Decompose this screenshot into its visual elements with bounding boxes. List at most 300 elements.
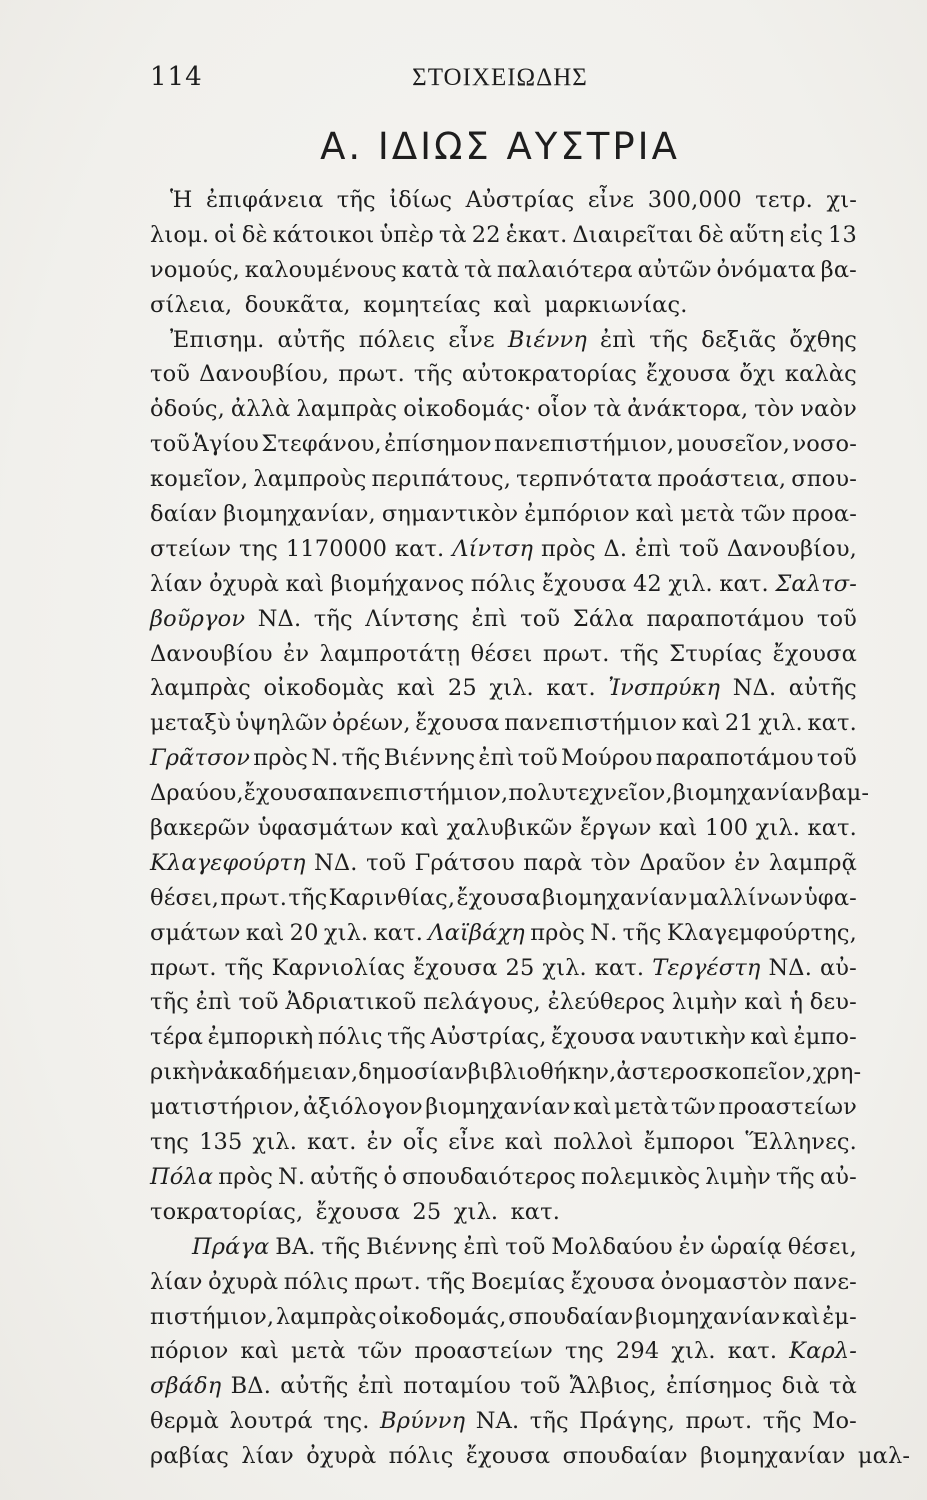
word: δευ- xyxy=(809,989,857,1016)
word: παρὰ xyxy=(523,849,583,876)
word: καὶ xyxy=(750,1024,790,1051)
word: ἐν xyxy=(366,1129,393,1156)
word: μουσεῖον, xyxy=(676,431,791,458)
word: καὶ xyxy=(658,815,698,842)
word: ναὸν xyxy=(800,396,857,423)
word: βιομηχανίαν xyxy=(672,780,819,807)
text-line xyxy=(150,1265,857,1300)
word: τῆς xyxy=(529,1408,569,1435)
word: Τεργέστη xyxy=(652,954,761,981)
text-line xyxy=(150,1020,857,1055)
word: Αὐστρίας xyxy=(465,187,575,213)
word: Λαϊβάχη xyxy=(428,919,525,946)
word: 135 xyxy=(199,1129,243,1156)
word: ἐπὶ xyxy=(635,535,672,562)
word: οἰκοδομάς, xyxy=(378,1303,507,1330)
text-line xyxy=(150,1160,857,1195)
word: καὶ xyxy=(504,1129,544,1156)
word: 300,000 xyxy=(647,187,742,213)
word: ὑφα- xyxy=(804,884,857,911)
word: Μο- xyxy=(812,1408,857,1435)
word: ἐπὶ xyxy=(478,745,515,772)
word: χι- xyxy=(826,187,857,213)
word: ἔχουσα xyxy=(542,570,627,597)
word: ὁ xyxy=(383,1163,398,1190)
word: κατ. xyxy=(727,1338,778,1365)
word: ὑψηλῶν xyxy=(235,710,328,737)
word: λίαν xyxy=(150,1268,203,1295)
word: χιλ. xyxy=(671,1338,716,1365)
word: ἐπὶ xyxy=(471,605,508,632)
word: Βρύννη xyxy=(380,1408,466,1435)
word: τέρα xyxy=(150,1024,204,1051)
word: θέσει, xyxy=(787,1233,857,1260)
word: καὶ xyxy=(782,1303,821,1330)
word: κατ. xyxy=(807,815,857,842)
word: λαμπρὰς xyxy=(296,396,398,423)
word: καὶ xyxy=(245,919,285,946)
word: πρὸς xyxy=(540,535,596,562)
word: σπου- xyxy=(791,466,857,493)
word: πρωτ. xyxy=(354,1268,421,1295)
text-line xyxy=(150,1090,857,1125)
word: βιομηχανίαν xyxy=(700,1443,846,1470)
word: εἶνε xyxy=(587,187,635,213)
word: ὀχυρὰ xyxy=(208,1268,279,1295)
word: τοῦ xyxy=(366,849,407,876)
word: εἶνε xyxy=(448,326,495,353)
word: ματιστήριον, xyxy=(150,1094,301,1121)
text-line xyxy=(150,881,857,916)
word: 22 xyxy=(471,221,501,248)
word: Ἄλβιος, xyxy=(569,1373,657,1400)
word: πρὸς xyxy=(218,1163,274,1190)
word: τὸν xyxy=(590,849,631,876)
word: 25 xyxy=(505,954,535,981)
text-line xyxy=(150,1404,857,1439)
word: ἔχουσα xyxy=(315,1198,401,1225)
word: ἰδίως xyxy=(389,187,453,213)
word: τῆς xyxy=(622,919,662,946)
word: 100 xyxy=(704,815,749,842)
word: κάτοικοι xyxy=(272,221,375,248)
word: πόλις xyxy=(388,1443,454,1470)
word: αὐ- xyxy=(819,954,857,981)
word: ἐν xyxy=(734,849,761,876)
word: 1170000 xyxy=(285,535,388,562)
word: τῶν xyxy=(671,1094,716,1121)
word: τοκρατορίας, xyxy=(150,1198,304,1225)
word: λίαν xyxy=(150,570,203,597)
word: τῆς xyxy=(426,1268,466,1295)
word: τοῦ xyxy=(517,745,558,772)
word: μαλ- xyxy=(857,1443,911,1470)
word: Δραύου, xyxy=(150,780,244,807)
word: κατ. xyxy=(594,954,645,981)
word: πόριον xyxy=(150,1338,229,1365)
word: ἔργων xyxy=(580,815,652,842)
text-line xyxy=(150,183,857,218)
word: 13 xyxy=(828,221,857,248)
word: Καρινθίας, xyxy=(328,884,456,911)
word: προάστεια, xyxy=(657,466,787,493)
word: ἔχουσα xyxy=(551,1024,636,1051)
word: ἑκατ. xyxy=(505,221,568,248)
word: τῆς xyxy=(224,954,264,981)
word: κατ. xyxy=(546,675,596,702)
word: μαλλίνων xyxy=(688,884,803,911)
word: κατ. xyxy=(394,535,445,562)
text-line xyxy=(150,811,857,846)
word: χιλ. xyxy=(755,815,801,842)
word: ἐπὶ xyxy=(195,989,232,1016)
word: Ἐπισημ. xyxy=(170,326,265,353)
word: Πόλα xyxy=(150,1163,214,1190)
word: ἀστεροσκοπεῖον, xyxy=(616,1059,813,1086)
word: μετὰ xyxy=(680,501,735,528)
word: ὄχθης xyxy=(789,326,857,353)
word: τετρ. xyxy=(755,187,813,213)
page-number: 114 xyxy=(150,62,203,92)
text-line xyxy=(150,427,857,462)
word: 21 xyxy=(724,710,754,737)
word: Μολδαύου xyxy=(551,1233,673,1260)
word: τῆς xyxy=(387,1024,427,1051)
word: Κλαγεφούρτη xyxy=(150,849,306,876)
word: ποταμίου xyxy=(403,1373,512,1400)
word: αὐτῶν xyxy=(637,256,712,283)
text-line xyxy=(150,1300,857,1335)
word: τῆς xyxy=(288,884,328,911)
word: τῆς xyxy=(321,1233,361,1260)
text-line xyxy=(150,392,857,427)
word: πόλεις xyxy=(358,326,436,353)
word: λιμὴν xyxy=(671,989,738,1016)
word: αὐτῆς xyxy=(310,1163,379,1190)
word: ἐπίσημος xyxy=(665,1373,773,1400)
word: μεταξὺ xyxy=(150,710,231,737)
word: ἐπιφάνεια xyxy=(205,187,324,213)
word: βιομηχανίαν xyxy=(425,1094,571,1121)
word: ὑπὲρ xyxy=(379,221,434,248)
text-line xyxy=(150,1195,857,1230)
word: 42 xyxy=(632,570,662,597)
word: θερμὰ xyxy=(150,1408,219,1435)
word: ὄχι xyxy=(739,361,776,388)
word: βακερῶν xyxy=(150,815,251,842)
word: χιλ. xyxy=(489,675,534,702)
word: Στυρίας xyxy=(669,640,763,667)
word: ὀχυρὰ xyxy=(306,1443,377,1470)
text-line xyxy=(150,497,857,532)
word: ΝΔ. xyxy=(768,954,812,981)
word: ἔχουσα xyxy=(243,780,329,807)
word: ΝΔ. xyxy=(257,605,302,632)
word: Ν. xyxy=(278,1163,306,1190)
word: ἐμ- xyxy=(822,1303,857,1330)
word: Ν. xyxy=(590,919,618,946)
word: καὶ xyxy=(285,570,325,597)
word: τερπνότατα xyxy=(516,466,653,493)
word: λιομ. xyxy=(150,221,210,248)
word: τοῦ xyxy=(520,605,561,632)
text-line xyxy=(150,1055,862,1090)
word: καὶ xyxy=(240,1338,280,1365)
word: ἀλλὰ xyxy=(230,396,291,423)
word: αὐτοκρατορίας xyxy=(461,361,638,388)
word: πρωτ. xyxy=(338,361,405,388)
word: ΝΑ. xyxy=(475,1408,520,1435)
word: Ἡ xyxy=(170,187,193,213)
word: Δανουβίου, xyxy=(726,535,857,562)
word: Πράγης, xyxy=(579,1408,676,1435)
word: τῆς xyxy=(341,745,381,772)
word: προαστείων xyxy=(718,1094,857,1121)
word: Δραῦον xyxy=(639,849,726,876)
text-line xyxy=(150,1439,911,1474)
word: καὶ xyxy=(635,501,675,528)
word: 25 xyxy=(447,675,477,702)
section-heading: Α. ΙΔΙΩΣ ΑΥΣΤΡΙΑ xyxy=(320,125,680,168)
word: τοῦ xyxy=(150,431,191,458)
word: τῆς xyxy=(413,361,453,388)
word: ὀχυρὰ xyxy=(209,570,280,597)
word: τοῦ xyxy=(505,1233,546,1260)
word: οἷον xyxy=(537,396,588,423)
text-line xyxy=(150,218,857,253)
word: ἐμπόριον xyxy=(524,501,630,528)
text-line xyxy=(150,357,857,392)
text-line xyxy=(150,916,857,951)
word: πόλις xyxy=(470,570,536,597)
word: κατ. xyxy=(510,1198,561,1225)
word: λιμὴν xyxy=(705,1163,771,1190)
word: πιστήμιον, xyxy=(150,1303,275,1330)
word: πόλις xyxy=(283,1268,349,1295)
word: Ἁγίου xyxy=(192,431,260,458)
text-line xyxy=(150,1230,857,1265)
word: χιλ. xyxy=(453,1198,499,1225)
word: τῆς xyxy=(762,1408,802,1435)
word: αὐ- xyxy=(819,1163,857,1190)
word: ὡραίᾳ xyxy=(710,1233,783,1260)
word: ἐν xyxy=(283,640,310,667)
word: σπουδαίαν xyxy=(562,1443,688,1470)
word: χιλ. xyxy=(668,570,713,597)
word: ὀνομαστὸν xyxy=(660,1268,788,1295)
word: κατ. xyxy=(719,570,769,597)
word: προαστείων xyxy=(414,1338,553,1365)
word: θέσει xyxy=(470,640,533,667)
word: λουτρά xyxy=(229,1408,313,1435)
word: ἐπὶ xyxy=(357,1373,394,1400)
word: λαμπρᾷ xyxy=(768,849,857,876)
word: πρωτ. xyxy=(685,1408,753,1435)
word: χρη- xyxy=(812,1059,862,1086)
text-line xyxy=(150,706,857,741)
word: στείων xyxy=(150,535,232,562)
word: βιομηχανίαν xyxy=(542,884,688,911)
word: καὶ xyxy=(744,989,783,1016)
word: εἰς xyxy=(789,221,824,248)
word: χιλ. xyxy=(542,954,587,981)
word: ἡ xyxy=(789,989,804,1016)
word: μετὰ xyxy=(614,1094,669,1121)
word: θέσει, xyxy=(150,884,220,911)
word: μαρκιωνίας. xyxy=(544,291,688,318)
word: Ἰνσπρύκη xyxy=(608,675,721,702)
text-line xyxy=(150,602,857,637)
word: Ν. xyxy=(311,745,339,772)
text-line xyxy=(150,532,857,567)
word: Αὐστρίας, xyxy=(430,1024,547,1051)
word: δουκᾶτα, xyxy=(244,291,351,318)
word: Σάλα xyxy=(572,605,634,632)
word: ΝΔ. xyxy=(314,849,358,876)
word: πρὸς xyxy=(253,745,309,772)
word: βιβλιοθήκην, xyxy=(467,1059,617,1086)
word: τοῦ xyxy=(238,989,279,1016)
word: Γράτσου xyxy=(414,849,515,876)
word: πρὸς xyxy=(530,919,585,946)
word: Δανουβίου xyxy=(150,640,273,667)
word: καὶ xyxy=(681,710,721,737)
word: χιλ. xyxy=(323,919,369,946)
text-line xyxy=(150,1125,857,1160)
word: σμάτων xyxy=(150,919,241,946)
word: οἷς xyxy=(402,1129,439,1156)
word: λίαν xyxy=(241,1443,294,1470)
word: διὰ xyxy=(781,1373,820,1400)
word: μετὰ xyxy=(290,1338,346,1365)
word: Σαλτσ- xyxy=(775,570,857,597)
word: τῆς xyxy=(336,187,376,213)
word: κατ. xyxy=(307,1129,357,1156)
word: ἔχουσα xyxy=(646,361,731,388)
word: καὶ xyxy=(493,291,532,318)
word: αὐτῆς xyxy=(280,1373,349,1400)
word: κομητείας xyxy=(363,291,481,318)
word: τὰ xyxy=(593,396,622,423)
word: Κλαγεμφούρτης, xyxy=(666,919,857,946)
word: ρικὴν xyxy=(150,1059,215,1086)
word: Βιέννη xyxy=(507,326,587,353)
word: ἀξιόλογον xyxy=(303,1094,423,1121)
word: ἐμπορικὴ xyxy=(207,1024,314,1051)
word: οἰκοδομάς· xyxy=(403,396,532,423)
word: ὑφασμάτων xyxy=(257,815,394,842)
word: ὀνόματα xyxy=(716,256,816,283)
word: βιομηχανίαν xyxy=(635,1303,781,1330)
word: χιλ. xyxy=(252,1129,298,1156)
word: καλουμένους xyxy=(244,256,397,283)
text-line xyxy=(150,323,857,358)
word: ἐμπο- xyxy=(793,1024,857,1051)
word: ἐλεύθερος xyxy=(547,989,666,1016)
word: τοῦ xyxy=(678,535,720,562)
word: παλαιότερα xyxy=(496,256,633,283)
text-line xyxy=(150,741,857,776)
word: πολυτεχνεῖον, xyxy=(508,780,673,807)
word: ἐπὶ xyxy=(600,326,637,353)
word: καὶ xyxy=(573,1094,612,1121)
word: πολλοὶ xyxy=(553,1129,634,1156)
word: Γρᾶτσον xyxy=(150,745,251,772)
word: ἔχουσα xyxy=(415,710,500,737)
word: πρωτ. xyxy=(542,640,610,667)
running-title: ΣΤΟΙΧΕΙΩΔΗΣ xyxy=(412,64,588,91)
word: πολεμικὸς xyxy=(581,1163,701,1190)
word: τῶν xyxy=(357,1338,403,1365)
word: ραβίας xyxy=(150,1443,229,1470)
word: αὕτη xyxy=(729,221,785,248)
text-line xyxy=(150,637,857,672)
word: σβάδη xyxy=(150,1373,222,1400)
word: σπουδαιότερος xyxy=(402,1163,576,1190)
word: ἐπὶ xyxy=(463,1233,500,1260)
word: καὶ xyxy=(400,815,440,842)
word: δὲ xyxy=(241,221,268,248)
text-line xyxy=(150,567,857,602)
word: Πράγα xyxy=(192,1233,270,1260)
word: σπουδαίαν xyxy=(508,1303,634,1330)
word: πανεπιστήμιον xyxy=(504,710,678,737)
word: τῆς xyxy=(649,326,689,353)
word: παραποτάμου xyxy=(655,745,814,772)
word: τοῦ xyxy=(520,1373,561,1400)
word: ἔχουσα xyxy=(456,884,541,911)
text-line xyxy=(150,985,857,1020)
word: πανεπιστήμιον, xyxy=(494,431,675,458)
word: τὸν xyxy=(754,396,795,423)
word: τὰ xyxy=(829,1373,857,1400)
word: 20 xyxy=(289,919,319,946)
word: της xyxy=(564,1338,604,1365)
word: Διαιρεῖται xyxy=(572,221,694,248)
word: Καρλ- xyxy=(789,1338,857,1365)
text-line xyxy=(150,462,857,497)
word: τοῦ xyxy=(816,605,857,632)
word: ἔχουσα xyxy=(465,1443,551,1470)
word: τῶν xyxy=(740,501,786,528)
word: καὶ xyxy=(396,675,436,702)
word: δεξιᾶς xyxy=(701,326,777,353)
word: χαλυβικῶν xyxy=(446,815,573,842)
word: τῆς xyxy=(619,640,659,667)
text-line xyxy=(150,1334,857,1369)
word: πόλις xyxy=(317,1024,383,1051)
word: οἰκοδομὰς xyxy=(263,675,385,702)
word: Λίντση xyxy=(452,535,534,562)
word: πελάγους, xyxy=(423,989,541,1016)
word: τῆς xyxy=(775,1163,815,1190)
word: τοῦ xyxy=(150,361,191,388)
word: κατ. xyxy=(373,919,424,946)
word: Δανουβίου, xyxy=(199,361,330,388)
word: εἶνε xyxy=(448,1129,495,1156)
word: Λίντσης xyxy=(365,605,459,632)
text-line xyxy=(150,846,857,881)
word: λαμπροτάτῃ xyxy=(319,640,461,667)
word: σίλεια, xyxy=(150,291,233,318)
word: λαμπρὰς xyxy=(150,675,251,702)
word: πανεπιστήμιον, xyxy=(328,780,509,807)
text-line xyxy=(150,1369,857,1404)
word: πρωτ. xyxy=(150,954,217,981)
word: Μούρου xyxy=(561,745,653,772)
word: περιπάτους, xyxy=(371,466,512,493)
word: ἀνάκτορα, xyxy=(627,396,749,423)
